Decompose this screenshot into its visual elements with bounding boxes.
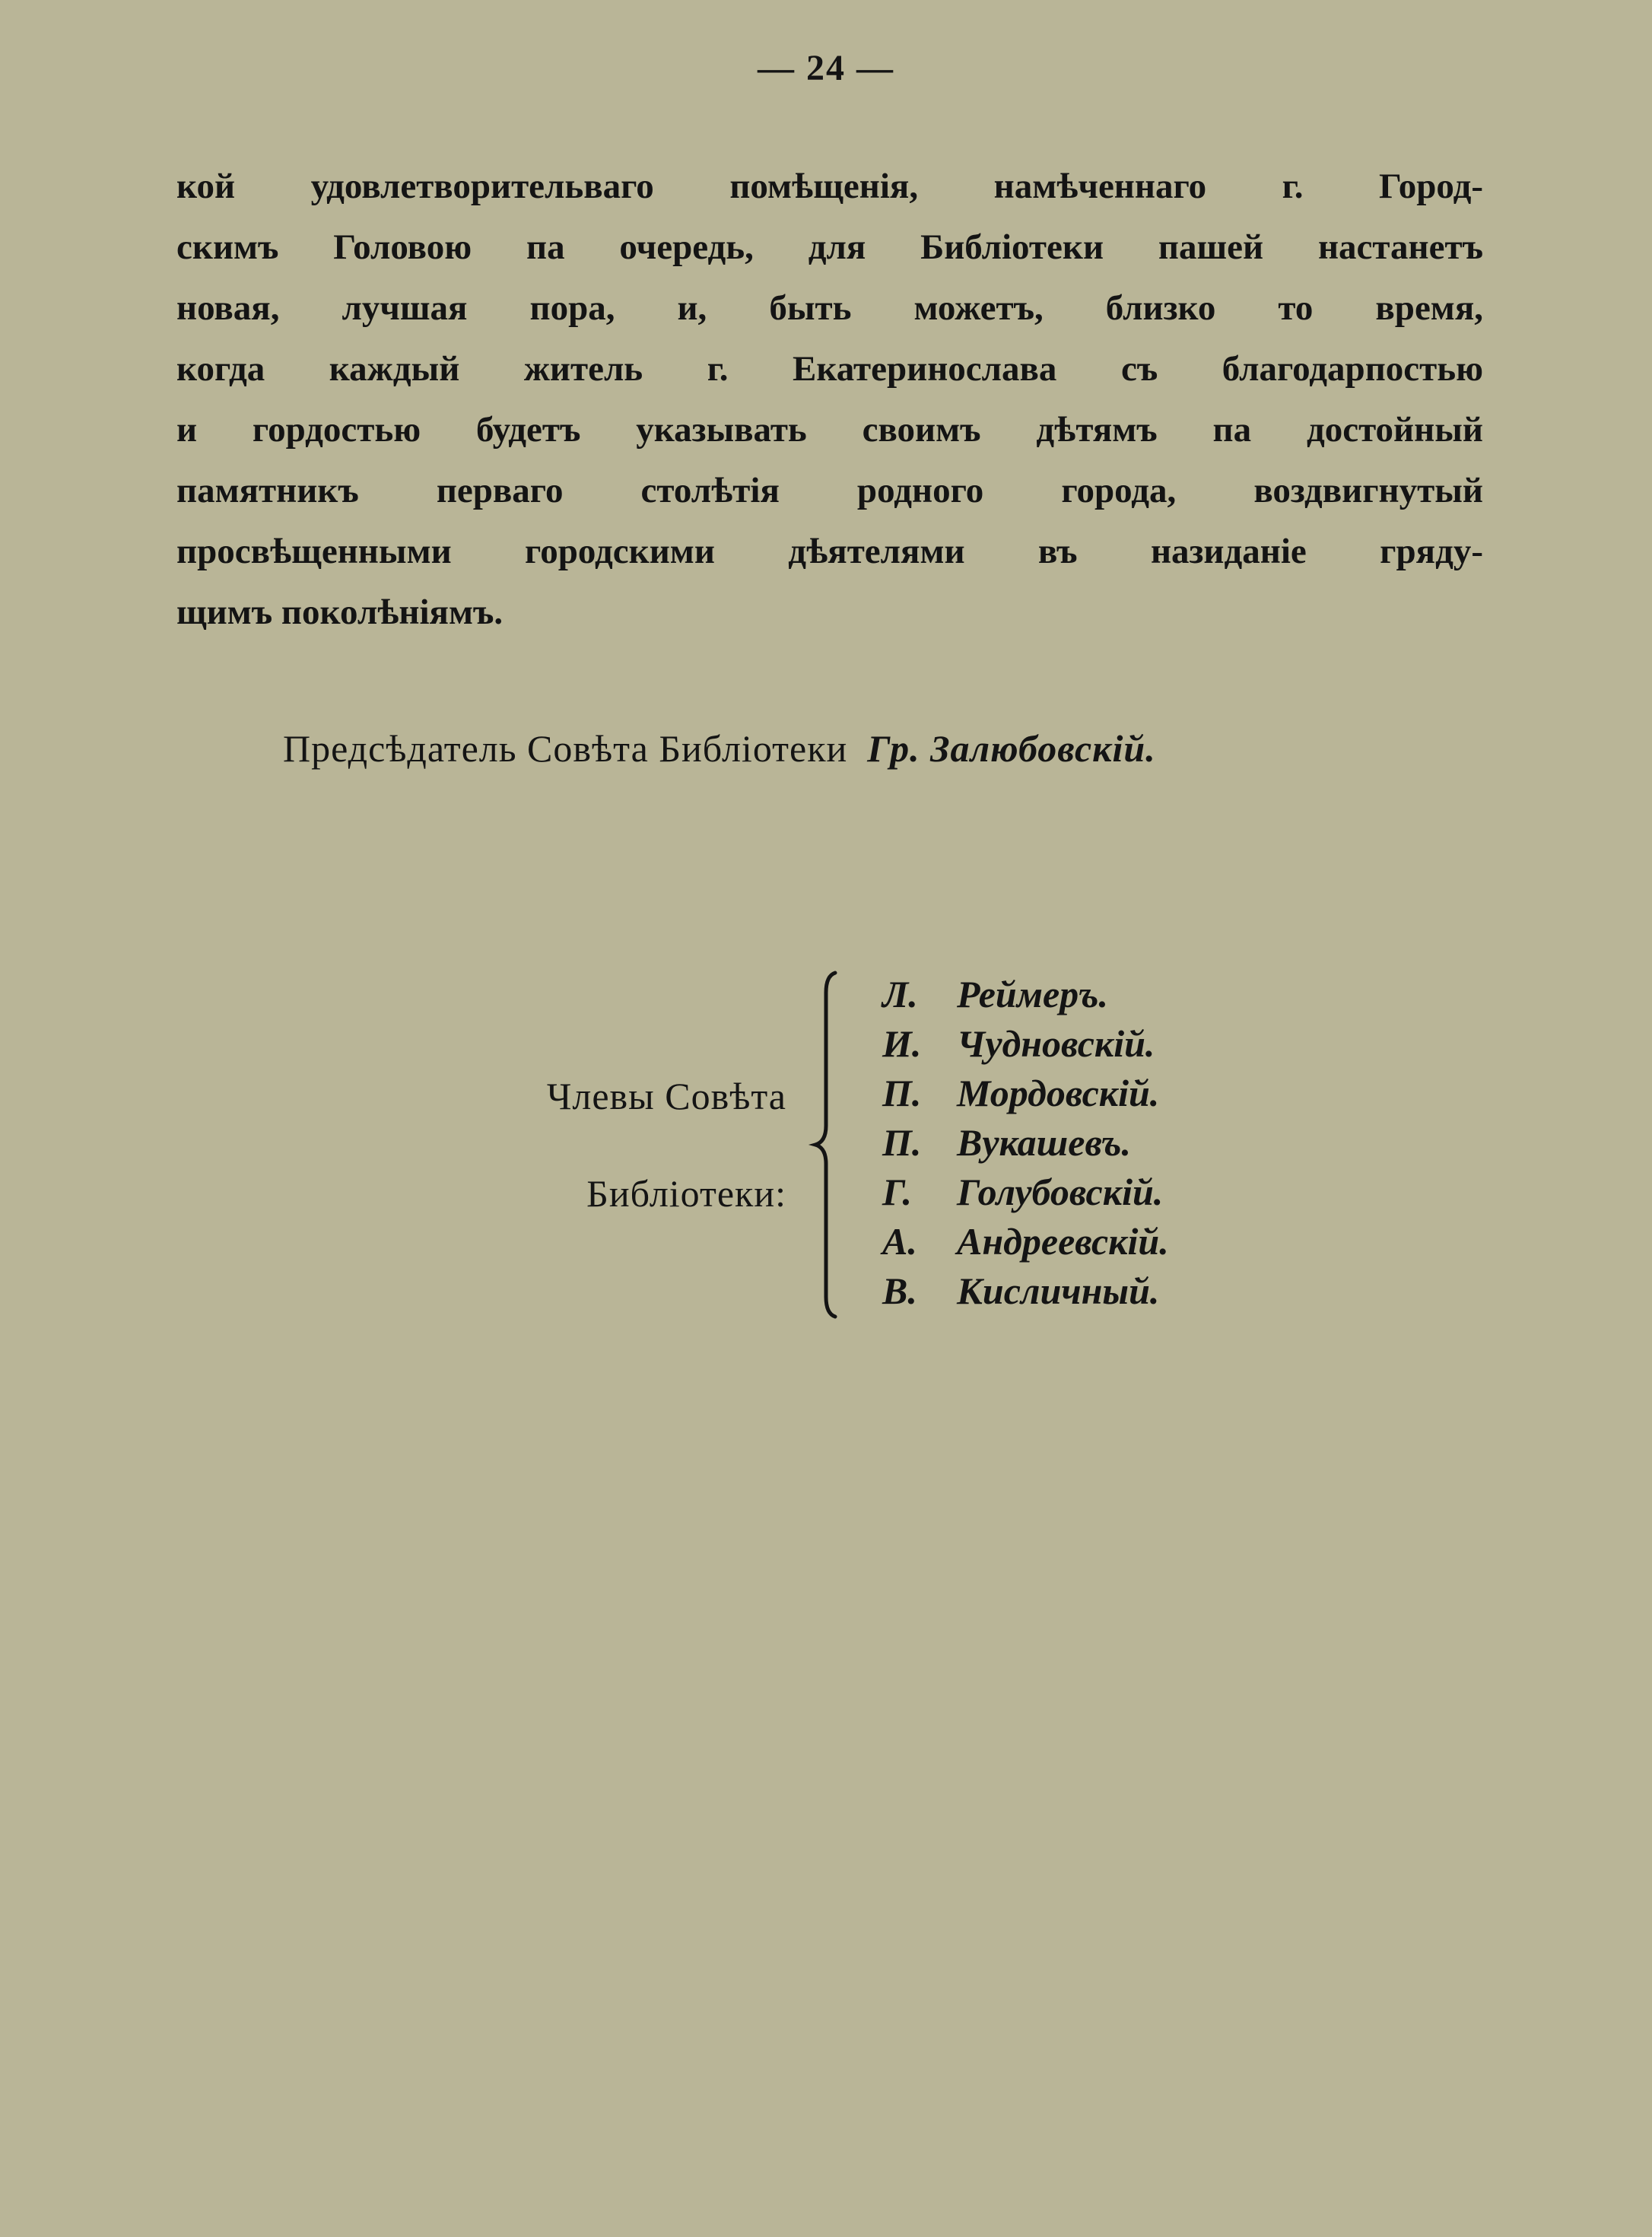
- member-surname: Андреевскій.: [957, 1220, 1169, 1263]
- member-initial: П.: [882, 1072, 922, 1114]
- body-paragraph: [176, 156, 1483, 643]
- member-item: [882, 1118, 1169, 1168]
- paragraph-line: щимъ поколѣніямъ.: [176, 593, 504, 632]
- member-initial: П.: [882, 1121, 922, 1164]
- member-initial: Г.: [882, 1171, 912, 1213]
- member-item: [882, 1266, 1169, 1316]
- member-item: [882, 1168, 1169, 1217]
- paragraph-line: памятникъ перваго столѣтія родного города, воздвигнутый: [176, 471, 1483, 510]
- member-surname: Вукашевъ.: [957, 1121, 1132, 1164]
- chairman-name: Гр. Залюбовскій.: [867, 727, 1156, 770]
- member-initial: В.: [882, 1269, 917, 1312]
- member-item: [882, 1217, 1169, 1266]
- chairman-title: Предсѣдатель Совѣта Библіотеки: [283, 727, 848, 770]
- member-item: [882, 1069, 1169, 1118]
- member-item: [882, 970, 1169, 1019]
- member-surname: Мордовскій.: [957, 1072, 1160, 1114]
- paragraph-line: и гордостью будетъ указывать своимъ дѣтямъ па достойный: [176, 410, 1483, 450]
- members-label-line1: Члевы Совѣта: [546, 1075, 786, 1117]
- member-initial: А.: [882, 1220, 917, 1263]
- page-number: — 24 —: [758, 48, 894, 88]
- paragraph-line: просвѣщенными городскими дѣятелями въ назиданіе гряду-: [176, 532, 1483, 571]
- members-list: [882, 970, 1169, 1316]
- member-surname: Чудновскій.: [957, 1022, 1155, 1065]
- member-surname: Кисличный.: [957, 1269, 1160, 1312]
- member-initial: Л.: [882, 973, 918, 1015]
- members-label-line2: Библіотеки:: [586, 1172, 786, 1215]
- paragraph-line: кой удовлетворительваго помѣщенія, намѣченнаго г. Город-: [176, 167, 1483, 206]
- chairman-signature: [283, 726, 1156, 771]
- paragraph-line: скимъ Головою па очередь, для Библіотеки пашей настанетъ: [176, 227, 1483, 267]
- paragraph-line: новая, лучшая пора, и, быть можетъ, близко то время,: [176, 288, 1483, 328]
- member-initial: И.: [882, 1022, 922, 1065]
- member-surname: Голубовскій.: [957, 1171, 1164, 1213]
- curly-brace-icon: [808, 970, 853, 1320]
- paragraph-line: когда каждый житель г. Екатеринослава съ благодарпостью: [176, 349, 1483, 389]
- member-surname: Реймеръ.: [957, 973, 1109, 1015]
- member-item: [882, 1019, 1169, 1069]
